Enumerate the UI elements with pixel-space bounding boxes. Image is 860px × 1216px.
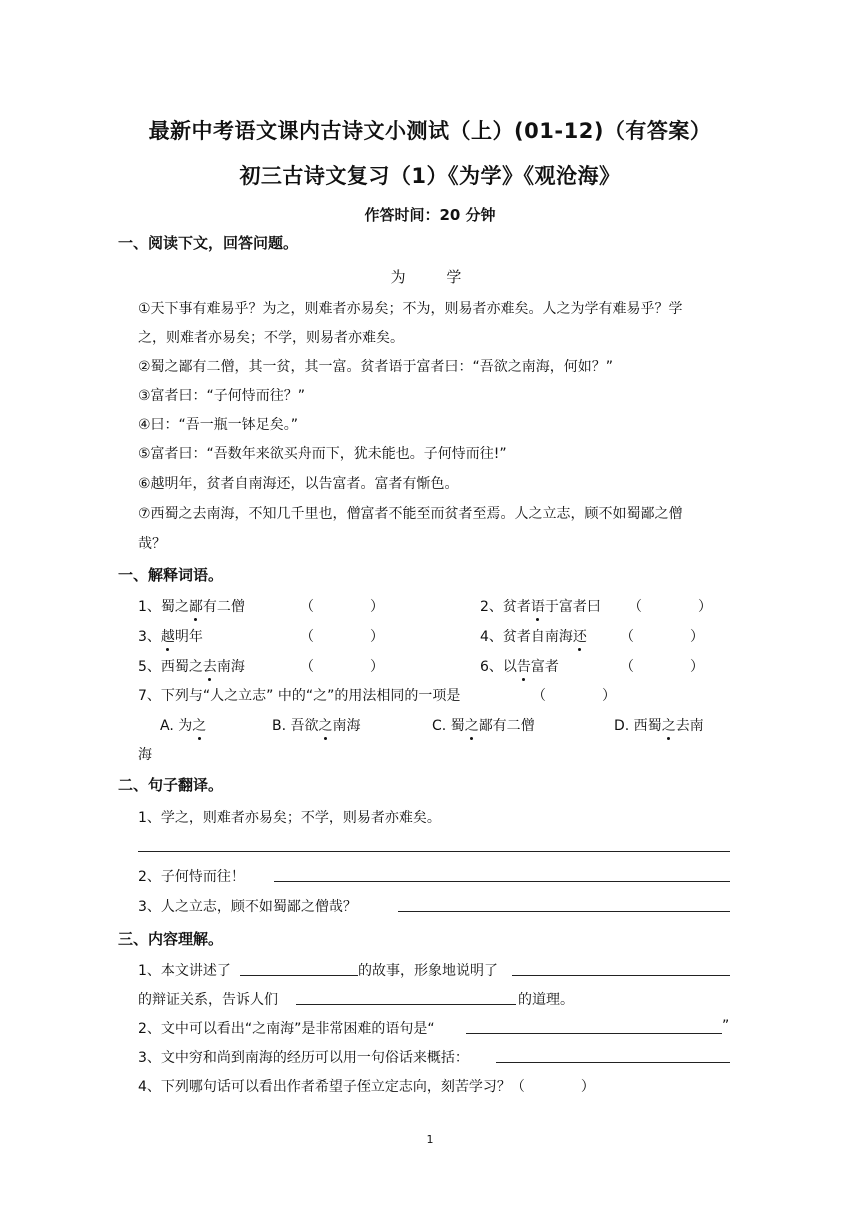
- paragraph-5: ⑤富者曰：“吾数年来欲买舟而下，犹未能也。子何恃而往!”: [138, 446, 507, 462]
- comp-question-1-part-a: 1、本文讲述了: [138, 963, 231, 979]
- vocab-answer-6[interactable]: （ ）: [620, 659, 704, 675]
- translate-question-1: 1、学之，则难者亦易矣；不学，则易者亦难矣。: [138, 810, 441, 826]
- vocab-answer-5[interactable]: （ ）: [300, 659, 384, 675]
- text-title: 为 学: [390, 268, 480, 286]
- paragraph-7-line-1: ⑦西蜀之去南海，不知几千里也，僧富者不能至而贫者至焉。人之立志，顾不如蜀鄙之僧: [138, 506, 683, 522]
- comp-answer-1b[interactable]: [512, 975, 730, 976]
- comp-question-3: 3、文中穷和尚到南海的经历可以用一句俗话来概括：: [138, 1050, 469, 1066]
- paragraph-7-line-2: 哉？: [138, 536, 166, 552]
- comp-question-1-part-d: 的道理。: [518, 992, 574, 1008]
- paragraph-2: ②蜀之鄙有二僧，其一贫，其一富。贫者语于富者曰：“吾欲之南海，何如？”: [138, 359, 614, 375]
- section-comprehension-heading: 三、内容理解。: [118, 930, 224, 948]
- page-number: 1: [426, 1133, 434, 1146]
- comp-question-4: 4、下列哪句话可以看出作者希望子侄立定志向，刻苦学习？（ ）: [138, 1079, 595, 1095]
- vocab-answer-7[interactable]: （ ）: [532, 688, 616, 704]
- comp-answer-1c[interactable]: [296, 1004, 516, 1005]
- translate-answer-line-2[interactable]: [274, 881, 730, 882]
- option-a[interactable]: A. 为之: [160, 715, 206, 735]
- translate-answer-line-3[interactable]: [398, 911, 730, 912]
- paragraph-1-line-2: 之，则难者亦易矣；不学，则易者亦难矣。: [138, 330, 404, 346]
- translate-answer-line-1[interactable]: [138, 851, 730, 852]
- vocab-answer-4[interactable]: （ ）: [620, 629, 704, 645]
- option-d[interactable]: D. 西蜀之去南: [614, 715, 704, 735]
- vocab-answer-3[interactable]: （ ）: [300, 629, 384, 645]
- comp-question-1-part-c: 的辩证关系，告诉人们: [138, 992, 278, 1008]
- vocab-answer-2[interactable]: （ ）: [628, 599, 712, 615]
- answer-time: 作答时间：20 分钟: [364, 206, 496, 224]
- comp-answer-2[interactable]: [466, 1033, 722, 1034]
- option-d-wrap: 海: [138, 747, 152, 763]
- vocab-item-1: 1、蜀之鄙有二僧: [138, 596, 245, 616]
- vocab-answer-1[interactable]: （ ）: [300, 599, 384, 615]
- comp-question-2-end: ”: [722, 1018, 730, 1034]
- vocab-item-2: 2、贫者语于富者曰: [480, 596, 601, 616]
- option-b[interactable]: B. 吾欲之南海: [272, 715, 361, 735]
- vocab-question-7: 7、下列与“人之立志” 中的“之”的用法相同的一项是: [138, 688, 461, 704]
- comp-question-2: 2、文中可以看出“之南海”是非常困难的语句是“: [138, 1021, 435, 1037]
- option-c[interactable]: C. 蜀之鄙有二僧: [432, 715, 535, 735]
- paragraph-6: ⑥越明年，贫者自南海还，以告富者。富者有惭色。: [138, 476, 459, 492]
- comp-answer-1a[interactable]: [240, 975, 358, 976]
- paragraph-4: ④曰：“吾一瓶一钵足矣。”: [138, 417, 299, 433]
- section-translate-heading: 二、句子翻译。: [118, 776, 224, 794]
- translate-question-3: 3、人之立志，顾不如蜀鄙之僧哉？: [138, 899, 357, 915]
- translate-question-2: 2、子何恃而往！: [138, 869, 245, 885]
- document-title: 最新中考语文课内古诗文小测试（上）(01-12)（有答案）: [148, 119, 712, 143]
- vocab-item-5: 5、西蜀之去南海: [138, 656, 245, 676]
- vocab-item-3: 3、越明年: [138, 626, 203, 646]
- paragraph-3: ③富者曰：“子何恃而往？”: [138, 388, 306, 404]
- section-reading-heading: 一、阅读下文，回答问题。: [118, 234, 299, 252]
- comp-answer-3[interactable]: [496, 1062, 730, 1063]
- document-subtitle: 初三古诗文复习（1）《为学》《观沧海》: [239, 164, 621, 188]
- section-vocab-heading: 一、解释词语。: [118, 566, 224, 584]
- vocab-item-6: 6、以告富者: [480, 656, 559, 676]
- paragraph-1-line-1: ①天下事有难易乎？为之，则难者亦易矣；不为，则易者亦难矣。人之为学有难易乎？学: [138, 301, 683, 317]
- vocab-item-4: 4、贫者自南海还: [480, 626, 587, 646]
- comp-question-1-part-b: 的故事，形象地说明了: [358, 963, 498, 979]
